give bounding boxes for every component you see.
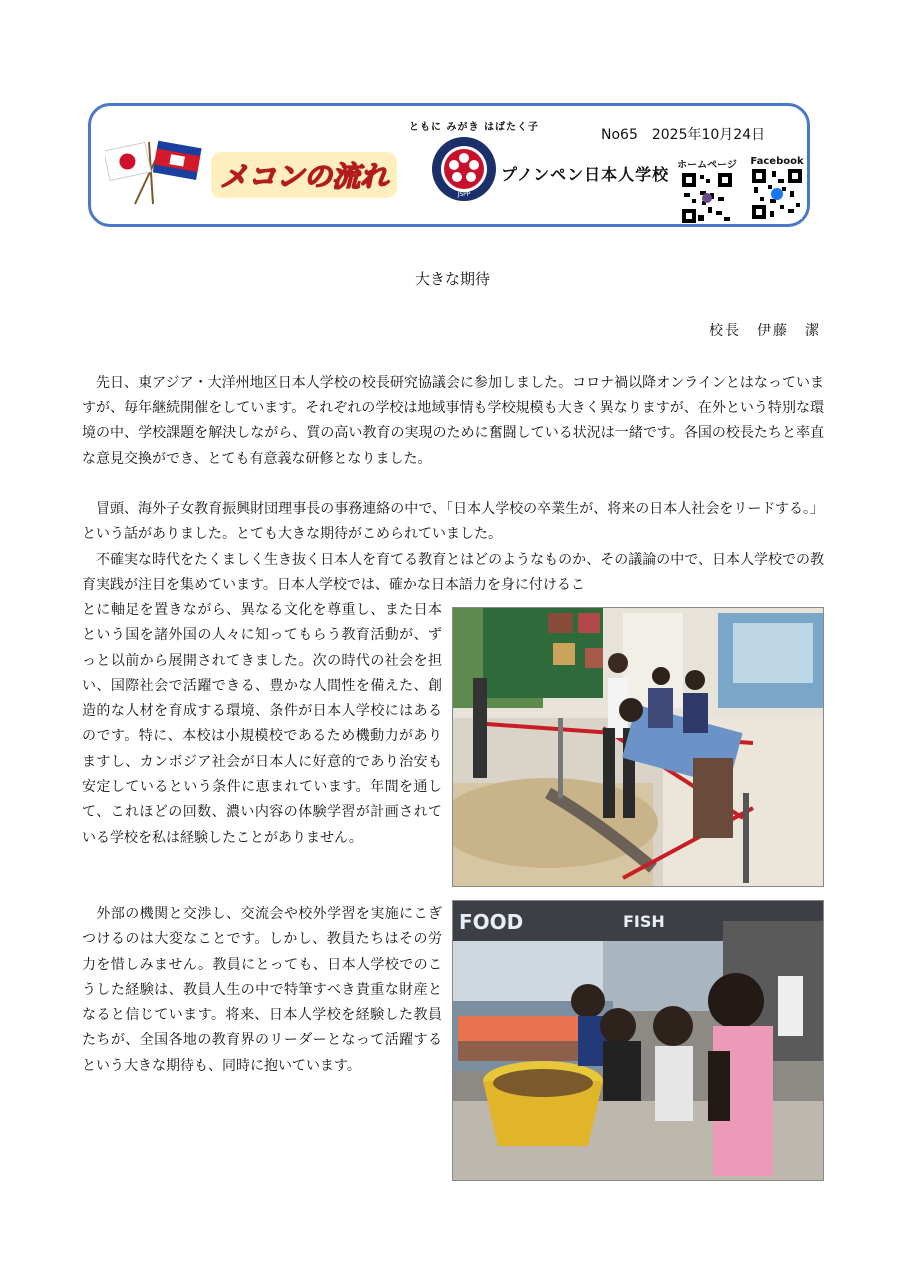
paragraph-1: 先日、東アジア・大洋州地区日本人学校の校長研究協議会に参加しました。コロナ禍以降オンラインとはなっていますが、毎年継続開催をしています。それぞれの学校は地域事情も学校規模も大きく異なりますが、在外という特別な環境の中、学校課題を解決しながら、質の高い教育の実現のために奮闘している状況は一緒です。各国の校長たちと率直な意見交換ができ、とても有意義な研修となりました。 <box>82 375 824 467</box>
facebook-qr[interactable] <box>747 156 807 223</box>
photo-museum-diorama <box>452 607 824 887</box>
photo-supermarket <box>452 900 824 1181</box>
qr-code-icon <box>682 173 732 223</box>
mekong-title-logo <box>211 146 397 202</box>
school-emblem-icon <box>431 136 497 202</box>
paragraph-4: とに軸足を置きながら、異なる文化を尊重し、また日本という国を諸外国の人々に知ってもらう教育活動が、ずっと以前から展開されてきました。次の時代の社会を担い、国際社会で活躍できる、豊かな人間性を備えた、創造的な人材を育成する環境、条件が日本人学校にはあるのです。特に、本校は小規模校であるため機動力がありますし、カンボジア社会が日本人に好意的であり治安も安定しているという条件に恵まれています。年間を通して、これほどの回数、濃い内容の体験学習が計画されている学校を私は経験したことがありません。 <box>82 602 442 846</box>
issue-number-date: No65 2025年10月24日 <box>601 127 766 143</box>
svg-text:JSPP: JSPP <box>457 191 471 198</box>
flags-icon <box>105 136 205 206</box>
svg-text:メコンの流れ: メコンの流れ <box>219 160 389 193</box>
japan-flag-icon <box>105 142 151 180</box>
paragraph-5: 外部の機関と交渉し、交流会や校外学習を実施にこぎつけるのは大変なことです。しかし、教員たちはその労力を惜しみません。教員にとっても、日本人学校でのこうした経験は、教員人生の中で特筆すべき貴重な財産となると信じています。将来、日本人学校を経験した教員たちが、全国各地の教育界のリーダーとなって活躍するという大きな期待も、同時に抱いています。 <box>82 906 442 1074</box>
facebook-qr-code-icon <box>752 169 802 219</box>
article-heading: 大きな期待 <box>414 270 490 288</box>
svg-text:FOOD: FOOD <box>459 910 524 934</box>
svg-text:FISH: FISH <box>623 912 665 931</box>
facebook-qr-label: Facebook <box>750 156 804 167</box>
homepage-qr-label: ホームページ <box>677 160 737 171</box>
homepage-qr[interactable] <box>677 156 737 227</box>
school-name: プノンペン日本人学校 <box>501 165 670 184</box>
paragraph-2: 冒頭、海外子女教育振興財団理事長の事務連絡の中で、「日本人学校の卒業生が、将来の日本人社会をリードする。」という話がありました。とても大きな期待がこめられていました。 <box>82 501 824 543</box>
cambodia-flag-icon <box>153 141 202 180</box>
paragraph-3: 不確実な時代をたくましく生き抜く日本人を育てる教育とはどのようなものか、その議論の中で、日本人学校での教育実践が注目を集めています。日本人学校では、確かな日本語力を身に付けるこ <box>82 552 824 594</box>
article-author: 校長 伊藤 潔 <box>709 323 821 339</box>
newsletter-header <box>88 103 810 227</box>
school-motto: ともに みがき はばたく子 <box>409 122 539 133</box>
